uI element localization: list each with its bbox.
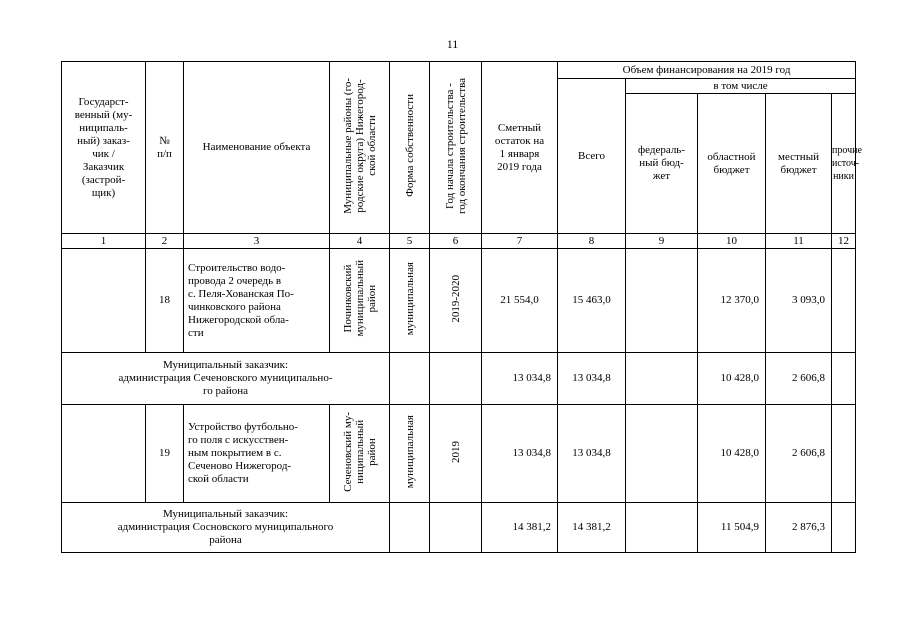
header-number: № п/п xyxy=(146,62,184,234)
ownership: муниципальная xyxy=(390,249,430,353)
balance: 13 034,8 xyxy=(482,405,558,503)
header-regional: областной бюджет xyxy=(698,94,766,234)
header-object-name: Наименование объекта xyxy=(184,62,330,234)
header-ownership: Форма собственности xyxy=(390,62,430,234)
table-row xyxy=(62,405,856,503)
balance: 14 381,2 xyxy=(482,503,558,553)
other xyxy=(832,405,856,503)
regional: 10 428,0 xyxy=(698,353,766,405)
col-number: 7 xyxy=(482,234,558,249)
col-number: 10 xyxy=(698,234,766,249)
customer-row xyxy=(62,353,856,405)
header-local: местный бюджет xyxy=(766,94,832,234)
header-balance: Сметный остаток на 1 января 2019 года xyxy=(482,62,558,234)
federal xyxy=(626,249,698,353)
other xyxy=(832,249,856,353)
col-number: 12 xyxy=(832,234,856,249)
local: 2 876,3 xyxy=(766,503,832,553)
regional: 11 504,9 xyxy=(698,503,766,553)
customer-cell xyxy=(62,249,146,353)
table-row xyxy=(62,249,856,353)
local: 2 606,8 xyxy=(766,405,832,503)
regional: 12 370,0 xyxy=(698,249,766,353)
funding-table xyxy=(61,61,862,553)
years xyxy=(430,353,482,405)
header-customer: Государст- венный (му- ниципаль- ный) заказ- чик / Заказчик (застрой- щик) xyxy=(62,62,146,234)
customer-row xyxy=(62,503,856,553)
regional: 10 428,0 xyxy=(698,405,766,503)
ownership: муниципальная xyxy=(390,405,430,503)
col-number: 11 xyxy=(766,234,832,249)
years: 2019-2020 xyxy=(430,249,482,353)
total: 14 381,2 xyxy=(558,503,626,553)
other xyxy=(832,353,856,405)
col-number: 1 xyxy=(62,234,146,249)
federal xyxy=(626,353,698,405)
col-number: 9 xyxy=(626,234,698,249)
header-districts: Муниципальные районы (го- родские округа) Нижегород- ской области xyxy=(330,62,390,234)
years xyxy=(430,503,482,553)
district: Починковский муниципальный район xyxy=(330,249,390,353)
district: Сеченовский му- ниципальный район xyxy=(330,405,390,503)
years: 2019 xyxy=(430,405,482,503)
col-number: 8 xyxy=(558,234,626,249)
federal xyxy=(626,503,698,553)
row-number: 18 xyxy=(146,249,184,353)
ownership xyxy=(390,353,430,405)
customer-label: Муниципальный заказчик: администрация Сосновского муниципального района xyxy=(62,503,390,553)
balance: 21 554,0 xyxy=(482,249,558,353)
col-number: 3 xyxy=(184,234,330,249)
header-total: Всего xyxy=(558,79,626,234)
total: 13 034,8 xyxy=(558,353,626,405)
federal xyxy=(626,405,698,503)
total: 13 034,8 xyxy=(558,405,626,503)
other xyxy=(832,503,856,553)
header-including: в том числе xyxy=(626,79,856,94)
object-name: Строительство водо- провода 2 очередь в с. Пеля-Хованская По- чинковского района Нижегородской обла- сти xyxy=(184,249,330,353)
header-years: Год начала строительства - год окончания строительства xyxy=(430,62,482,234)
customer-cell xyxy=(62,405,146,503)
balance: 13 034,8 xyxy=(482,353,558,405)
local: 2 606,8 xyxy=(766,353,832,405)
col-number: 6 xyxy=(430,234,482,249)
header-other: прочие источ- ники xyxy=(832,94,856,234)
object-name: Устройство футбольно- го поля с искусствен- ным покрытием в с. Сеченово Нижегород- ской области xyxy=(184,405,330,503)
column-number-row xyxy=(62,234,856,249)
header-federal: федераль- ный бюд- жет xyxy=(626,94,698,234)
ownership xyxy=(390,503,430,553)
col-number: 4 xyxy=(330,234,390,249)
page-number: 11 xyxy=(446,37,459,51)
local: 3 093,0 xyxy=(766,249,832,353)
total: 15 463,0 xyxy=(558,249,626,353)
header-funding: Объем финансирования на 2019 год xyxy=(558,62,856,79)
col-number: 5 xyxy=(390,234,430,249)
customer-label: Муниципальный заказчик: администрация Сеченовского муниципально- го района xyxy=(62,353,390,405)
row-number: 19 xyxy=(146,405,184,503)
col-number: 2 xyxy=(146,234,184,249)
